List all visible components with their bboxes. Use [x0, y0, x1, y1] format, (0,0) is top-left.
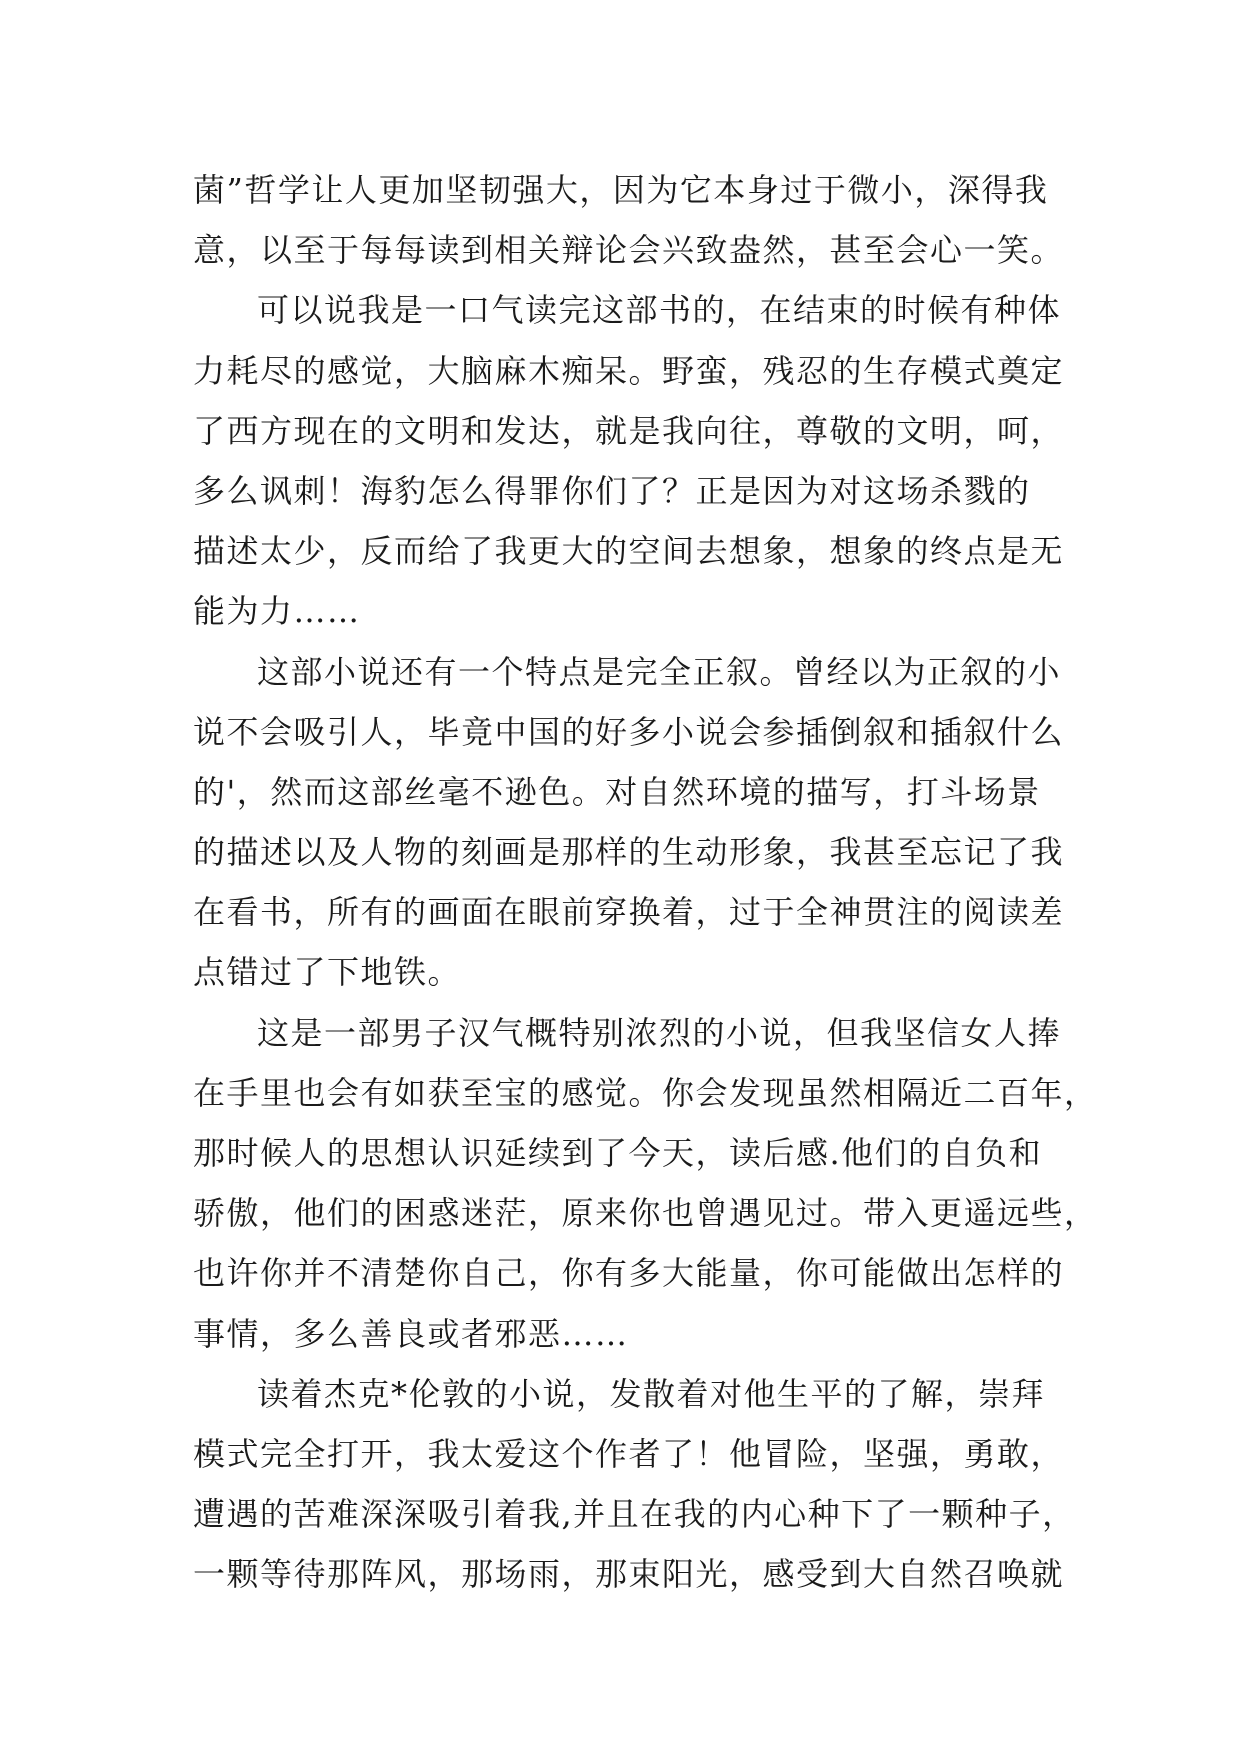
text-line: 了西方现在的文明和发达，就是我向往，尊敬的文明，呵，: [193, 411, 1065, 450]
paragraph-start-line: 这是一部男子汉气概特别浓烈的小说，但我坚信女人捧: [257, 1013, 1062, 1052]
text-line: 点错过了下地铁。: [193, 953, 462, 992]
text-line: 意，以至于每每读到相关辩论会兴致盎然，甚至会心一笑。: [193, 231, 1065, 270]
paragraph-start-line: 这部小说还有一个特点是完全正叙。曾经以为正叙的小: [257, 652, 1062, 691]
text-line: 描述太少，反而给了我更大的空间去想象，想象的终点是无: [193, 532, 1065, 571]
text-line: 也许你并不清楚你自己，你有多大能量，你可能做出怎样的: [193, 1254, 1065, 1293]
text-line: 多么讽刺！海豹怎么得罪你们了？正是因为对这场杀戮的: [193, 471, 1031, 510]
body-text: [193, 160, 1098, 1605]
text-line: 模式完全打开，我太爱这个作者了！他冒险，坚强，勇敢，: [193, 1434, 1065, 1473]
text-line: 菌”哲学让人更加坚韧强大，因为它本身过于微小，深得我: [193, 171, 1049, 209]
paragraph-start-line: 读着杰克*伦敦的小说，发散着对他生平的了解，崇拜: [257, 1374, 1046, 1413]
text-line: 骄傲，他们的困惑迷茫，原来你也曾遇见过。带入更遥远些，: [193, 1194, 1098, 1233]
text-line: 的描述以及人物的刻画是那样的生动形象，我甚至忘记了我: [193, 833, 1065, 872]
text-line: 力耗尽的感觉，大脑麻木痴呆。野蛮，残忍的生存模式奠定: [193, 351, 1065, 390]
text-line: 说不会吸引人，毕竟中国的好多小说会参插倒叙和插叙什么: [193, 712, 1065, 751]
text-line: 事情，多么善良或者邪恶……: [193, 1314, 629, 1353]
text-line: 的'，然而这部丝毫不逊色。对自然环境的描写，打斗场景: [193, 772, 1041, 811]
text-line: 那时候人的思想认识延续到了今天，读后感.他们的自负和: [193, 1134, 1043, 1172]
text-line: 遭遇的苦难深深吸引着我,并且在我的内心种下了一颗种子，: [193, 1495, 1076, 1534]
text-line: 在看书，所有的画面在眼前穿换着，过于全神贯注的阅读差: [193, 893, 1065, 932]
paragraph-start-line: 可以说我是一口气读完这部书的，在结束的时候有种体: [257, 291, 1062, 330]
text-line: 能为力……: [193, 592, 361, 631]
text-line: 在手里也会有如获至宝的感觉。你会发现虽然相隔近二百年，: [193, 1073, 1098, 1112]
text-line: 一颗等待那阵风，那场雨，那束阳光，感受到大自然召唤就: [193, 1555, 1065, 1594]
